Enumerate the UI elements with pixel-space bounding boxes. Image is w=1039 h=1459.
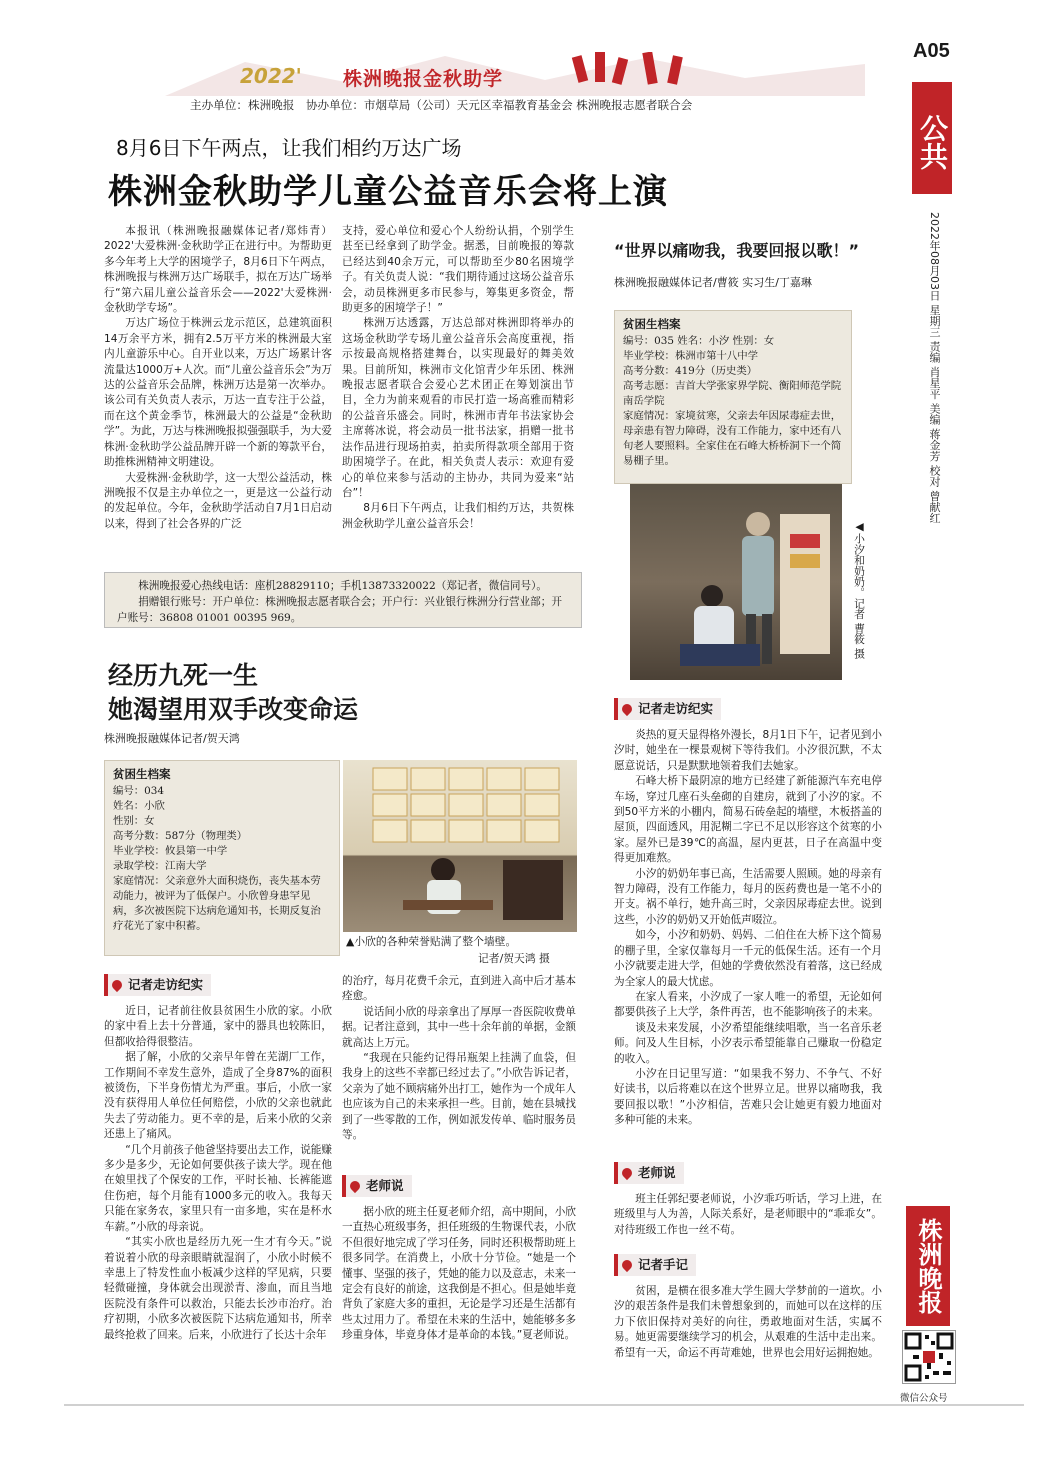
article3-title: “世界以痛吻我，我要回报以歌！” — [614, 241, 860, 260]
archive-line: 性别：女 — [113, 815, 155, 827]
archive-line: 录取学校：江南大学 — [113, 860, 207, 872]
archive-line: 家庭情况：家境贫寒，父亲去年因尿毒症去世，母亲患有智力障碍，没有工作能力，家中还有八旬老人要照料。全家住在石峰大桥桥洞下一个简易棚子里。 — [623, 410, 842, 467]
tag-icon — [620, 1258, 634, 1272]
article3-p1: 炎热的夏天显得格外漫长，8月1日下午，记者见到小汐时，她坐在一棵景观树下等待我们。小汐很沉默，不太愿意说话，只是默默地领着我们去她家。 — [614, 729, 882, 772]
article1-col2-p2: 株洲万达透露，万达总部对株洲即将举办的这场金秋助学专场儿童公益音乐会高度重视，指示按最高规格搭建舞台，以实现最好的舞美效果。目前所知，株洲市文化馆青少年乐团、株洲晚报志愿者联合会爱心艺术团正在筹划演出节目，全力为前来观看的市民打造一场高雅而精彩的公益音乐盛会。同时，株洲市青年书法家协会主席蒋冰说，将会动员一批书法家，捐赠一批书法作品进行现场拍卖，拍卖所得款项全部用于资助困境学子。在此，相关负责人表示：欢迎有爱心的单位来参与活动的主协办，共同为爱来“站台”！ — [342, 317, 574, 499]
article2-colB-p3: “我现在只能约记得吊瓶架上挂满了血袋，但我身上的这些不幸都已经过去了。”小欣告诉记者，父亲为了她不顾病痛外出打工，她作为一个成年人也应该为自己的未来承担一些。目前，她在县城找到了一些零散的工作，例如派发传单、临时服务员等。 — [342, 1052, 576, 1142]
masthead-banner — [125, 52, 865, 96]
article1-col1-p3: 大爱株洲·金秋助学，这一大型公益活动，株洲晚报不仅是主办单位之一，更是这一公益行动的发起单位。今年，金秋助学活动自7月1日启动以来，得到了社会各界的广泛 — [104, 471, 332, 530]
article3-tag-teacher — [614, 1162, 684, 1184]
archive-line: 编号：035 姓名：小汐 性别：女 — [623, 335, 775, 347]
article2-colB2 — [342, 1205, 576, 1344]
article2-colA-p4: “其实小欣也是经历九死一生才有今天。”说着说着小欣的母亲眼睛就湿润了，小欣小时候不幸患上了特发性血小板减少这样的罕见病，只要轻微碰撞，身体就会出现淤青、渗血，而且当地医院没有条件可以救治，只能去长沙市治疗。治疗初期，小欣多次被医院下达病危通知书，所幸最终抢救了回来。后来，小欣进行了长达十余年 — [104, 1236, 332, 1341]
article3-archive — [614, 310, 852, 484]
article2-byline: 株洲晚报融媒体记者/贺天鸿 — [104, 732, 240, 745]
article3-teacher-p: 班主任郭纪要老师说，小汐乖巧听话，学习上进，在班级里与人为善，人际关系好，是老师眼中的“乖乖女”。对待班级工作也一丝不苟。 — [614, 1193, 882, 1236]
hotline-bank: 捐赠银行账号：开户单位：株洲晚报志愿者联合会；开户行：兴业银行株洲分行营业部；开户账号：36808 01001 00395 969。 — [117, 596, 562, 624]
tag-label: 记者手记 — [638, 1257, 689, 1272]
hotline-box — [104, 572, 582, 628]
archive-line: 毕业学校：株洲市第十八中学 — [623, 350, 759, 362]
logo-text: 株洲晚报 — [914, 1218, 942, 1314]
article1-col2-p1: 支持，爱心单位和爱心个人纷纷认捐，个别学生甚至已经拿到了助学金。据悉，目前晚报的筹款已经达到40余万元，可以帮助至少80名困境学子。有关负责人说：“我们期待通过这场公益音乐会，动员株洲更多市民参与，筹集更多资金，帮助更多的困境学子！” — [342, 225, 574, 315]
tag-icon — [620, 1166, 634, 1180]
archive-line: 家庭情况：父亲意外大面积烧伤，丧失基本劳动能力，被评为了低保户。小欣曾身患罕见病，多次被医院下达病危通知书，长期反复治疗花光了家中积蓄。 — [113, 875, 321, 932]
article2-archive — [104, 760, 340, 956]
hotline-phone: 株洲晚报爱心热线电话：座机28829110；手机13873320022（郑记者，微信同号）。 — [138, 580, 547, 592]
archive-line: 姓名：小欣 — [113, 800, 165, 812]
archive-line: 编号：034 — [113, 785, 165, 797]
article3-note — [614, 1284, 882, 1361]
article1-col1 — [104, 224, 332, 532]
article3-byline: 株洲晚报融媒体记者/曹筱 实习生/丁嘉琳 — [614, 276, 812, 289]
article3-tag-visit — [614, 698, 721, 720]
archive-line: 高考分数：419分（历史类） — [623, 365, 758, 377]
archive-line: 高考分数：587分（物理类） — [113, 830, 248, 842]
article3-p3: 小汐的奶奶年事已高，生活需要人照顾。她的母亲有智力障碍，没有工作能力，每月的医药费也是一笔不小的开支。祸不单行，她升高三时，父亲因尿毒症去世。说到这些，小汐的奶奶又开始低声啜泣。 — [614, 867, 882, 926]
article3-p5: 在家人看来，小汐成了一家人唯一的希望，无论如何都要供孩子上大学，条件再苦，也不能影响孩子的未来。 — [614, 990, 882, 1019]
article3-photo-caption: ◀小汐和奶奶。记者 曹筱 摄 — [853, 520, 866, 659]
article2-colB-p1: 的治疗，每月花费千余元，直到进入高中后才基本痊愈。 — [342, 975, 576, 1003]
article2-headline-2: 她渴望用双手改变命运 — [108, 695, 359, 724]
article3-p6: 谈及未来发展，小汐希望能继续唱歌，当一名音乐老师。问及人生目标，小汐表示希望能靠自己赚取一份稳定的收入。 — [614, 1021, 882, 1065]
article3-p7: 小汐在日记里写道：“如果我不努力、不争气、不好好读书，以后将难以在这个世界立足。世界以痛吻我，我要回报以歌！”小汐相信，苦难只会让她更有毅力地面对多种可能的未来。 — [614, 1067, 882, 1127]
article2-colB — [342, 974, 576, 1143]
section-text: 公共 — [916, 114, 949, 170]
article3-p4: 如今，小汐和奶奶、妈妈、二伯住在大桥下这个简易的棚子里，全家仅靠每月一千元的低保生活。还有一个月小汐就要走进大学，但她的学费依然没有着落，这已经成为全家人的最大忧虑。 — [614, 929, 882, 988]
article2-colA — [104, 1004, 332, 1343]
qr-code-graphic — [903, 1331, 955, 1383]
archive-line: 毕业学校：攸县第一中学 — [113, 845, 228, 857]
article3-photo — [630, 484, 842, 680]
article2-photo-caption: ▲小欣的各种荣誉贴满了整个墙壁。 — [346, 935, 517, 948]
article1-kicker: 8月6日下午两点，让我们相约万达广场 — [116, 136, 462, 160]
article2-colB2-p1: 据小欣的班主任夏老师介绍，高中期间，小欣一直热心班级事务，担任班级的生物课代表，小欣不但很好地完成了学习任务，同时还积极帮助班上很多同学。在消费上，小欣十分节俭。“她是一个懂事、坚强的孩子，凭她的能力以及意志，未来一定会有良好的前途，这我倒是不担心。但是她毕竟背负了家庭大多的重担，无论是学习还是生活都有些太过用力了。希望在未来的生活中，她能够多多珍重身体，毕竟身体才是革命的本钱。”夏老师说。 — [342, 1206, 576, 1342]
article2-tag-teacher — [342, 1175, 412, 1197]
page-meta: 2022年08月03日 星期三 责编 肖星平 美编 蒋金芳 校对 曾献红 — [928, 212, 941, 524]
archive-line: 高考志愿：吉首大学张家界学院、衡阳师范学院南岳学院 — [623, 380, 842, 407]
wechat-label: 微信公众号 — [900, 1393, 948, 1404]
grandmother-photo-illustration — [630, 484, 842, 680]
tag-label: 记者走访纪实 — [638, 701, 714, 716]
article3-teacher — [614, 1192, 882, 1238]
masthead-title: 株洲晚报金秋助学 — [343, 68, 504, 90]
archive-title: 贫困生档案 — [623, 317, 681, 331]
bottom-rule — [64, 1404, 1024, 1406]
article3-text — [614, 728, 882, 1129]
article2-headline-1: 经历九死一生 — [108, 661, 259, 690]
article2-colA-p1: 近日，记者前往攸县贫困生小欣的家。小欣的家中看上去十分普通，家中的器具也较陈旧，但都收拾得很整洁。 — [104, 1005, 332, 1048]
article1-col2 — [342, 224, 574, 532]
article1-col2-p3: 8月6日下午两点，让我们相约万达，共贺株洲金秋助学儿童公益音乐会！ — [342, 502, 574, 530]
article1-col1-p1: 本报讯（株洲晚报融媒体记者/郑炜青）2022'大爱株洲·金秋助学正在进行中。为帮助更多今年考上大学的困境学子，8月6日下午两点，株洲晚报与株洲万达广场联手，拟在万达广场举行“第六届儿童公益音乐会——2022'大爱株洲·金秋助学专场”。 — [104, 225, 332, 315]
article3-note-p: 贫困，是横在很多准大学生圆大学梦前的一道坎。小汐的艰苦条件是我们未曾想象到的，而她可以在这样的压力下依旧保持对美好的向往，勇敢地面对生活，实属不易。她更需要继续学习的机会，从艰难的生活中走出来。希望有一天，命运不再苛难她，世界也会用好运拥抱她。 — [614, 1285, 882, 1359]
tag-label: 记者走访纪实 — [128, 977, 204, 992]
tag-icon — [110, 978, 124, 992]
section-label — [912, 82, 952, 194]
page-number: A05 — [913, 40, 950, 62]
newspaper-logo — [906, 1206, 950, 1326]
masthead-sponsors: 主办单位：株洲晚报 协办单位：市烟草局（公司）天元区幸福教育基金会 株洲晚报志愿者联合会 — [190, 98, 693, 112]
article2-photo-credit: 记者/贺天鸿 摄 — [478, 952, 550, 965]
archive-title: 贫困生档案 — [113, 767, 171, 781]
wechat-qr-icon[interactable] — [902, 1330, 956, 1384]
article2-colA-p3: “几个月前孩子他爸坚持要出去工作，说能赚多少是多少，无论如何要供孩子读大学。现在他在娘里找了个保安的工作，平时长袖、长裤能遮住伤疤，每个月能有1000多元的收入。我每天只能在家务农，家里只有一亩多地，实在是杯水车薪。”小欣的母亲说。 — [104, 1143, 332, 1233]
article2-photo — [343, 760, 577, 932]
tag-icon — [620, 702, 634, 716]
article3-tag-note — [614, 1254, 696, 1276]
tag-label: 老师说 — [366, 1178, 404, 1193]
article1-headline: 株洲金秋助学儿童公益音乐会将上演 — [108, 172, 668, 212]
article2-colA-p2: 据了解，小欣的父亲早年曾在芜湖厂工作，工作期间不幸发生意外，造成了全身87%的面积被烫伤，下半身伤情尤为严重。事后，小欣一家没有获得用人单位任何赔偿，小欣的父亲也就此失去了劳动能力。更不幸的是，后来小欣的父亲还患上了痛风。 — [104, 1051, 332, 1141]
article3-p2: 石峰大桥下最阴凉的地方已经建了新能源汽车充电停车场，穿过几座石头垒砌的自建房，就到了小汐的家。不到50平方米的小棚内，简易石砖垒起的墙壁，木板搭盖的屋顶，四面透风，用泥糊二字已不足以形容这个贫寒的小家。屋外已是39℃的高温，屋内更甚，日子在高温中变得更加难熬。 — [614, 775, 882, 865]
article2-colB-p2: 说话间小欣的母亲拿出了厚厚一沓医院收费单据。记者注意到，其中一些十余年前的单据，金额就高达上万元。 — [342, 1005, 576, 1049]
article1-col1-p2: 万达广场位于株洲云龙示范区，总建筑面积14万余平方米，拥有2.5万平方米的株洲最大室内儿童游乐中心。自开业以来，万达广场累计客流量达1000万+人次。而“儿童公益音乐会”为万达的公益音乐会品牌，株洲万达是第一次举办。该公司有关负责人表示，万达一直专注于公益，而在这个黄金季节，株洲最大的公益是“金秋助学”。为此，万达与株洲晚报拟强强联手，为大爱株洲·金秋助学公益品牌开辟一个新的筹款平台，助推株洲精神文明建设。 — [104, 317, 332, 469]
article2-tag-visit — [104, 974, 211, 996]
masthead-year: 2022' — [240, 64, 302, 88]
tag-icon — [348, 1179, 362, 1193]
tag-label: 老师说 — [638, 1165, 676, 1180]
honors-wall-illustration — [343, 760, 577, 932]
